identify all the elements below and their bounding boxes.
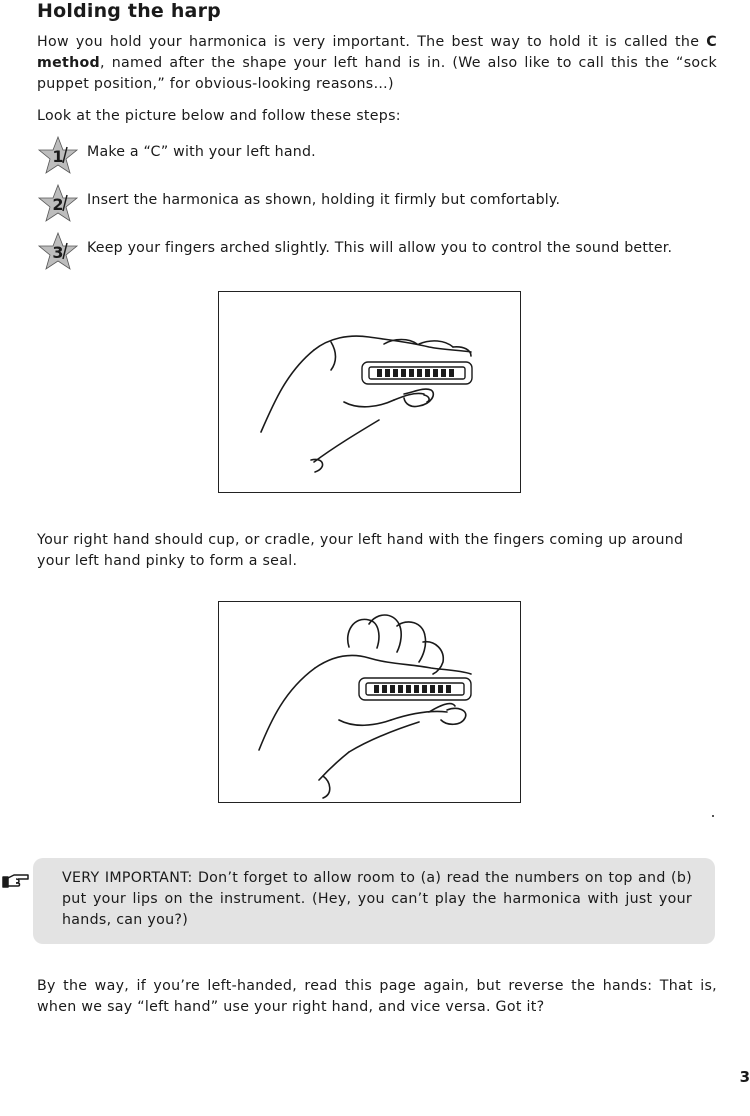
page-title: Holding the harp [37, 0, 221, 22]
intro-paragraph [37, 32, 717, 95]
left-handed-paragraph: By the way, if you’re left-handed, read this page again, but reverse the hands: That is, when we say “left hand” use your right hand, and vice versa. Got it? [37, 978, 717, 1015]
important-note-text: VERY IMPORTANT: Don’t forget to allow room to (a) read the numbers on top and (b) put your lips on the instrument. (Hey, you can’t play the harmonica with just your hands, can you?) [62, 870, 692, 928]
step-number: 2 [52, 195, 64, 214]
speck [712, 815, 714, 817]
star-icon [37, 135, 79, 175]
star-icon [37, 183, 79, 223]
step-text: Make a “C” with your left hand. [87, 144, 316, 160]
pointing-hand-icon [2, 872, 30, 890]
left-hand-illustration [218, 291, 521, 493]
step-number: 3 [52, 243, 64, 262]
step-3 [37, 231, 717, 271]
c-method-term: C method [37, 34, 717, 71]
both-hands-illustration [218, 601, 521, 803]
page-number: 3 [739, 1068, 750, 1086]
hand-harmonica-drawing [219, 292, 520, 492]
star-icon [37, 231, 79, 271]
step-text: Insert the harmonica as shown, holding it firmly but comfortably. [87, 192, 561, 208]
cradle-paragraph: Your right hand should cup, or cradle, your left hand with the fingers coming up around your left hand pinky to form a seal. [37, 532, 684, 569]
cupped-hands-drawing [219, 602, 520, 802]
step-2 [37, 183, 717, 223]
step-number: 1 [52, 147, 64, 166]
step-1 [37, 135, 717, 175]
intro-text-end: , named after the shape your left hand is in. (We also like to call this the “sock puppet position,” for obvious-looking reasons…) [37, 55, 717, 92]
step-text: Keep your fingers arched slightly. This will allow you to control the sound better. [87, 240, 673, 256]
intro-text-start: How you hold your harmonica is very important. The best way to hold it is called the [37, 34, 707, 50]
steps-intro: Look at the picture below and follow these steps: [37, 108, 401, 124]
